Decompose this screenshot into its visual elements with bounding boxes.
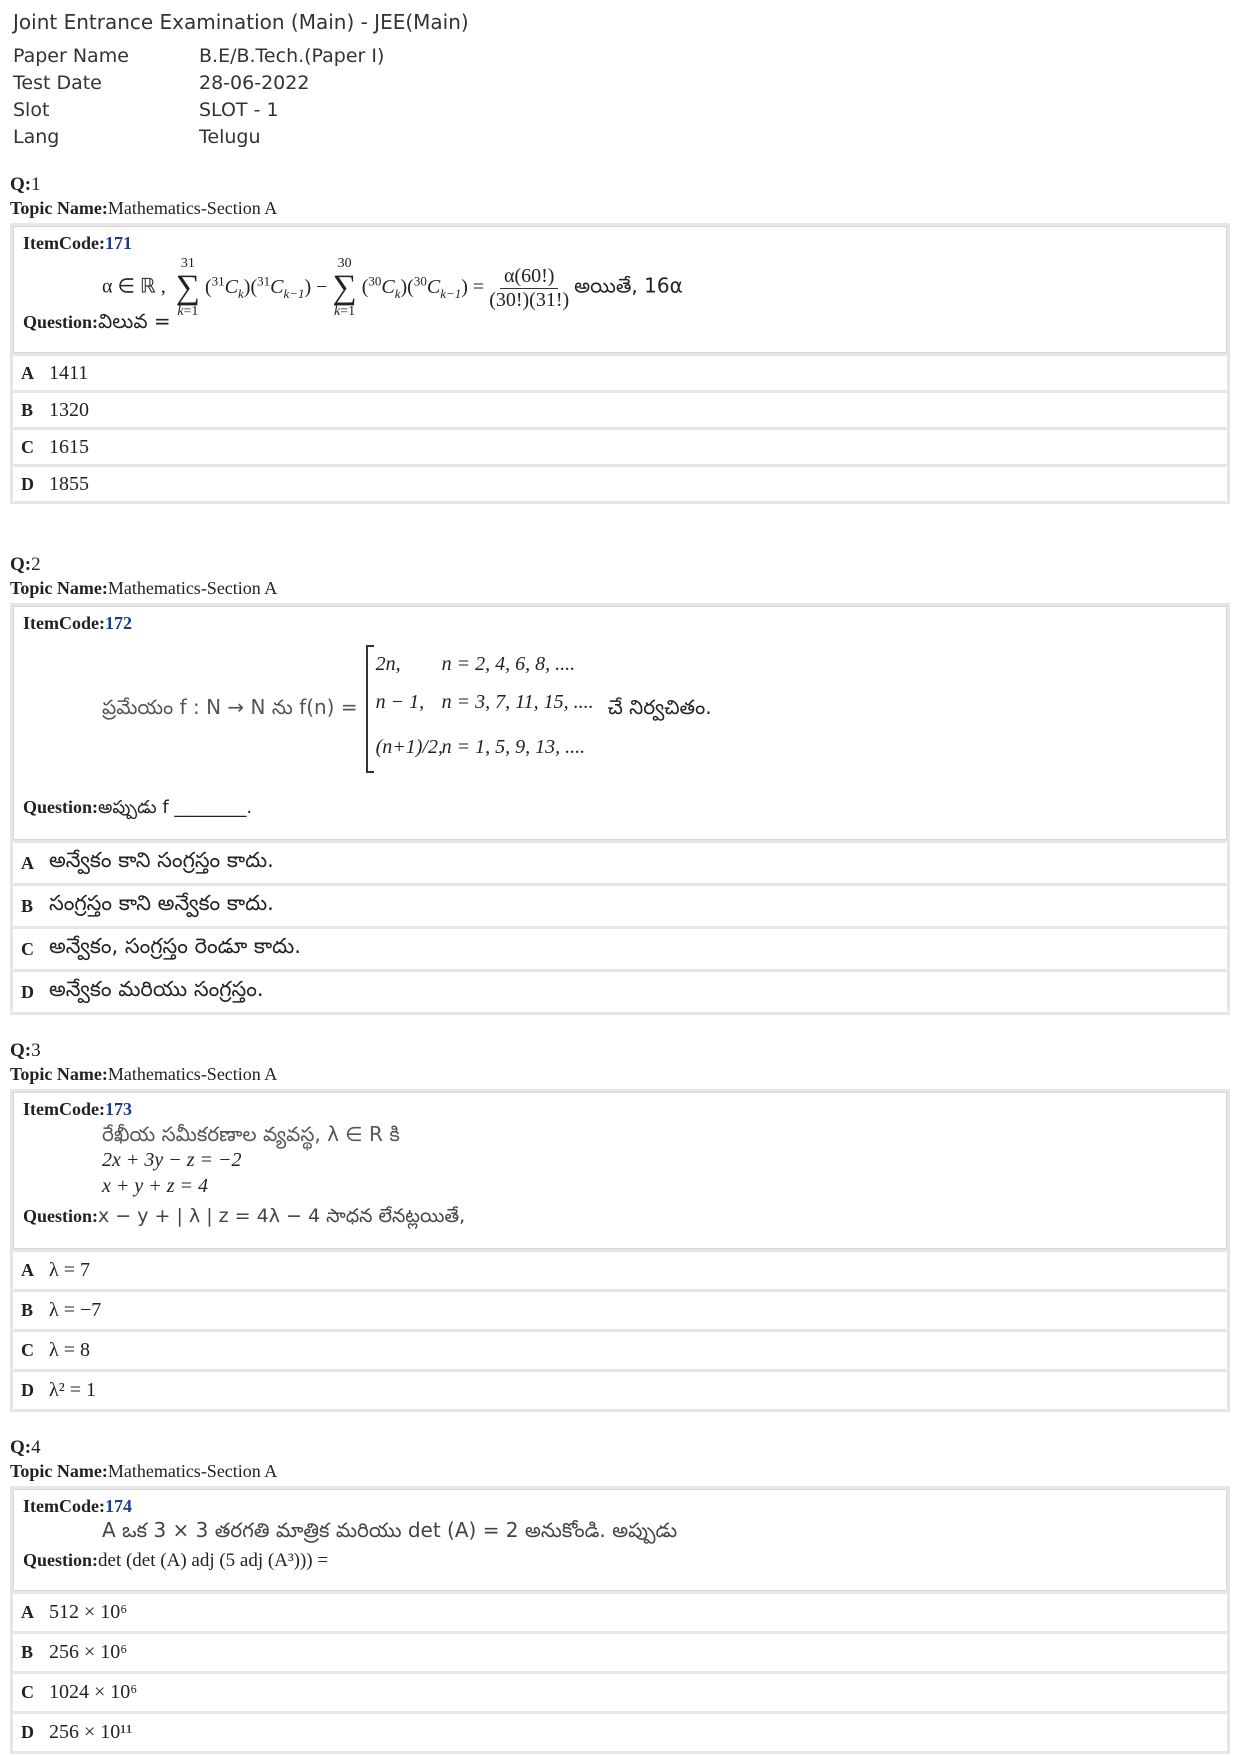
case-row: (n+1)/2, n = 1, 5, 9, 13, .... <box>375 735 586 758</box>
option-row[interactable] <box>13 840 1227 883</box>
topic-name: Topic Name:Mathematics-Section A <box>10 578 278 598</box>
option-label: B <box>21 1642 34 1662</box>
info-row <box>13 123 384 150</box>
option-row[interactable] <box>13 427 1227 464</box>
question-number: Q:1 <box>10 174 41 195</box>
question-stem <box>13 1092 1227 1249</box>
option-row[interactable] <box>13 1671 1227 1711</box>
question-number: Q:3 <box>10 1040 41 1061</box>
option-text: 1855 <box>49 472 89 495</box>
question-block-2 <box>10 554 1230 1015</box>
question-stem <box>13 606 1227 840</box>
option-text: 1320 <box>49 398 89 421</box>
info-key: Test Date <box>13 71 102 94</box>
option-text: λ² = 1 <box>49 1379 96 1401</box>
option-label: D <box>21 473 34 494</box>
info-row <box>13 96 384 123</box>
question-block-3 <box>10 1040 1230 1412</box>
item-code: ItemCode:171 <box>23 233 132 253</box>
option-row[interactable] <box>13 1369 1227 1409</box>
option-label: C <box>21 938 34 959</box>
option-row[interactable] <box>13 883 1227 926</box>
option-row[interactable] <box>13 1711 1227 1751</box>
question-number: Q:4 <box>10 1437 41 1458</box>
option-row[interactable] <box>13 1591 1227 1631</box>
option-label: D <box>21 1380 34 1400</box>
option-text: అన్వేకం మరియు సంగ్రస్తం. <box>49 977 264 1001</box>
option-row[interactable] <box>13 926 1227 969</box>
question-box <box>10 1089 1230 1412</box>
case-row: n − 1, n = 3, 7, 11, 15, .... <box>375 690 594 713</box>
option-text: 256 × 10¹¹ <box>49 1721 133 1743</box>
question-box <box>10 1486 1230 1754</box>
option-row[interactable] <box>13 1631 1227 1671</box>
info-row <box>13 42 384 69</box>
option-row[interactable] <box>13 1329 1227 1369</box>
equation: 2x + 3y − z = −2 <box>102 1149 242 1171</box>
question-line: Question:విలువ = <box>23 309 171 333</box>
option-label: C <box>21 436 34 457</box>
option-text: 512 × 10⁶ <box>49 1601 128 1623</box>
item-code: ItemCode:174 <box>23 1496 132 1516</box>
option-label: C <box>21 1682 34 1702</box>
question-block-4 <box>10 1437 1230 1754</box>
option-label: B <box>21 895 34 916</box>
info-value: B.E/B.Tech.(Paper I) <box>199 44 385 67</box>
question-line: Question:x − y + | λ | z = 4λ − 4 సాధన లేనట్లయితే, <box>23 1205 466 1227</box>
info-value: 28-06-2022 <box>199 71 310 94</box>
option-text: λ = −7 <box>49 1299 102 1321</box>
option-text: సంగ్రస్తం కాని అన్వేకం కాదు. <box>49 891 274 915</box>
option-row[interactable] <box>13 969 1227 1012</box>
option-row[interactable] <box>13 464 1227 501</box>
item-code: ItemCode:173 <box>23 1099 132 1119</box>
option-text: 1411 <box>49 361 89 384</box>
info-row <box>13 69 384 96</box>
option-label: A <box>21 362 34 383</box>
topic-name: Topic Name:Mathematics-Section A <box>10 1064 278 1084</box>
option-text: అన్వేకం కాని సంగ్రస్తం కాదు. <box>49 848 274 872</box>
stem-line: రేఖీయ సమీకరణాల వ్యవస్థ, λ ∈ R కి <box>102 1122 400 1146</box>
option-text: అన్వేకం, సంగ్రస్తం రెండూ కాదు. <box>49 934 301 958</box>
info-key: Slot <box>13 98 50 121</box>
option-row[interactable] <box>13 390 1227 427</box>
option-row[interactable] <box>13 1249 1227 1289</box>
option-text: λ = 7 <box>49 1259 90 1281</box>
option-label: C <box>21 1340 34 1360</box>
option-text: λ = 8 <box>49 1339 90 1361</box>
option-label: A <box>21 1602 34 1622</box>
option-label: D <box>21 1722 34 1742</box>
option-label: B <box>21 399 34 420</box>
question-formula <box>102 645 712 773</box>
case-row: 2n, n = 2, 4, 6, 8, .... <box>375 652 576 675</box>
topic-name: Topic Name:Mathematics-Section A <box>10 198 278 218</box>
info-key: Lang <box>13 125 60 148</box>
info-value: Telugu <box>199 125 261 148</box>
question-block-1 <box>10 174 1230 504</box>
info-value: SLOT - 1 <box>199 98 279 121</box>
stem-line: A ఒక 3 × 3 తరగతి మాత్రిక మరియు det (A) = 2 అనుకోండి. అప్పుడు <box>102 1518 678 1542</box>
option-label: D <box>21 981 34 1002</box>
question-box <box>10 223 1230 504</box>
stem-tail: చే నిర్వచితం. <box>607 694 712 719</box>
system-of-equations <box>102 1121 400 1199</box>
page-title: Joint Entrance Examination (Main) - JEE(Main) <box>13 10 469 34</box>
question-formula: α ∈ ℝ , 31 ∑ k=1 $(^{31}C_k)(^{31}C_{k-1})$ − 30 ∑ k=1 $(^{30}C_k)(^{30}C_{k-1})$ = $\frac{\alpha(60!)}{(30!)(31!)}$ అయితే, 16α <box>102 256 683 319</box>
stem-lead: ప్రమేయం f : N → N ను f(n) = <box>102 694 358 719</box>
equation: x + y + z = 4 <box>102 1175 209 1197</box>
option-label: A <box>21 1260 34 1280</box>
info-key: Paper Name <box>13 44 129 67</box>
option-text: 1024 × 10⁶ <box>49 1681 138 1703</box>
option-text: 1615 <box>49 435 89 458</box>
question-stem <box>13 1489 1227 1591</box>
topic-name: Topic Name:Mathematics-Section A <box>10 1461 278 1481</box>
question-number: Q:2 <box>10 554 41 575</box>
option-label: B <box>21 1300 34 1320</box>
stem-tail: అయితే, 16α <box>574 273 683 298</box>
exam-info-table <box>13 42 384 150</box>
option-label: A <box>21 852 34 873</box>
option-row[interactable] <box>13 353 1227 390</box>
piecewise-cases <box>366 645 594 773</box>
question-line: Question:అప్పుడు f ________. <box>23 797 253 818</box>
question-box <box>10 603 1230 1015</box>
question-stem <box>13 226 1227 353</box>
item-code: ItemCode:172 <box>23 613 132 633</box>
question-line: Question:det (det (A) adj (5 adj (A³))) = <box>23 1550 329 1571</box>
option-row[interactable] <box>13 1289 1227 1329</box>
option-text: 256 × 10⁶ <box>49 1641 128 1663</box>
